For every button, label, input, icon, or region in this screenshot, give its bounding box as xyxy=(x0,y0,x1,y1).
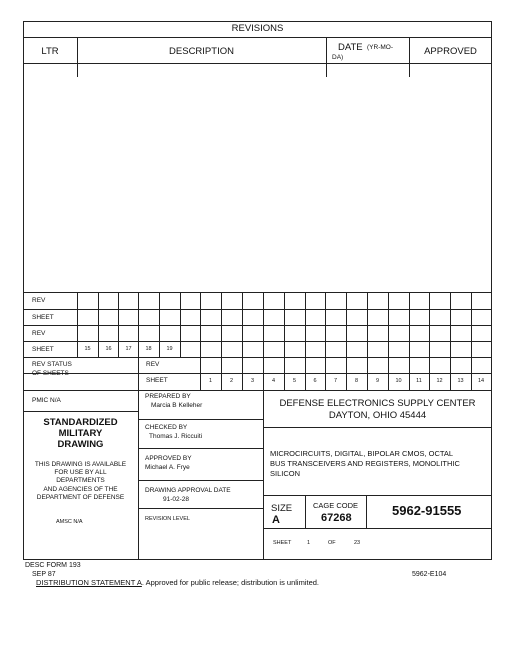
cage-code-label: CAGE CODE xyxy=(313,501,359,510)
grid-line xyxy=(23,373,492,374)
size-label: SIZE xyxy=(271,503,293,514)
size-value: A xyxy=(272,514,280,526)
grid-line xyxy=(242,357,243,390)
rule xyxy=(409,37,410,77)
grid-line xyxy=(367,357,368,390)
title-desc-1: MICROCIRCUITS, DIGITAL, BIPOLAR CMOS, OCTAL xyxy=(270,449,454,458)
rule xyxy=(77,37,78,77)
rule xyxy=(138,480,263,481)
grid-line xyxy=(346,357,347,390)
grid-line xyxy=(471,292,472,357)
sheet-number: 7 xyxy=(333,378,338,384)
grid-line xyxy=(23,341,492,342)
approval-date-label: DRAWING APPROVAL DATE xyxy=(145,487,231,494)
distribution-text: . Approved for public release; distribution is unlimited. xyxy=(141,578,320,587)
sheet-number-lower: 17 xyxy=(125,346,132,352)
col-ltr: LTR xyxy=(41,46,59,57)
grid-line xyxy=(23,357,492,358)
sheet-number: 2 xyxy=(229,378,234,384)
col-description: DESCRIPTION xyxy=(169,46,234,57)
grid-line xyxy=(242,292,243,357)
sheet-number: 3 xyxy=(250,378,255,384)
rule xyxy=(23,63,492,64)
rule xyxy=(138,390,139,559)
availability-4: AND AGENCIES OF THE xyxy=(43,486,118,493)
grid-line xyxy=(471,357,472,390)
sheet-number-lower: 15 xyxy=(84,346,91,352)
prepared-by-name: Marcia B Kelleher xyxy=(151,402,203,409)
of-label: OF xyxy=(328,540,336,546)
availability-1: THIS DRAWING IS AVAILABLE xyxy=(34,461,127,468)
col-date-format-2: DA) xyxy=(332,54,344,61)
rule xyxy=(305,495,306,528)
rule xyxy=(326,37,327,77)
grid-line xyxy=(200,357,201,390)
grid-line xyxy=(284,357,285,390)
approved-by-name: Michael A. Frye xyxy=(145,464,190,471)
checked-by-label: CHECKED BY xyxy=(145,424,188,431)
checked-by-name: Thomas J. Riccuiti xyxy=(149,433,203,440)
grid-line xyxy=(346,292,347,357)
sheet-number: 10 xyxy=(395,378,402,384)
grid-line xyxy=(263,357,264,390)
amsc-label: AMSC N/A xyxy=(56,519,83,525)
grid-line xyxy=(388,357,389,390)
row-rev: REV xyxy=(32,297,46,304)
grid-line xyxy=(263,292,264,357)
of-sheets-label: OF SHEETS xyxy=(32,370,69,377)
grid-line xyxy=(325,357,326,390)
sheet-number: 6 xyxy=(313,378,317,384)
rule xyxy=(23,411,138,412)
revision-level-label: REVISION LEVEL xyxy=(145,516,190,522)
sheet-number: 8 xyxy=(354,378,359,384)
grid-line xyxy=(221,357,222,390)
sheet-number: 1 xyxy=(208,378,213,384)
form-date: SEP 87 xyxy=(32,571,56,578)
distribution-label: DISTRIBUTION STATEMENT A xyxy=(36,578,142,587)
of-value: 23 xyxy=(354,540,361,546)
title-desc-3: SILICON xyxy=(270,469,301,478)
rule xyxy=(263,495,492,496)
rule xyxy=(138,508,263,509)
rule xyxy=(23,390,492,391)
grid-line xyxy=(429,357,430,390)
rule xyxy=(263,528,492,529)
sheet-number: 9 xyxy=(375,378,380,384)
prepared-by-label: PREPARED BY xyxy=(145,393,191,400)
grid-line xyxy=(409,292,410,357)
form-code: 5962-E104 xyxy=(412,571,447,578)
col-date: DATE xyxy=(338,42,363,53)
std-line-2: MILITARY xyxy=(58,428,103,439)
availability-5: DEPARTMENT OF DEFENSE xyxy=(36,494,125,501)
sheet-number-lower: 18 xyxy=(145,346,152,352)
agency-line-1: DEFENSE ELECTRONICS SUPPLY CENTER xyxy=(279,398,476,409)
rev-label: REV xyxy=(146,361,160,368)
frame-top xyxy=(23,21,492,22)
rule xyxy=(138,419,263,420)
grid-line xyxy=(305,292,306,357)
sheet-number: 4 xyxy=(271,378,276,384)
rule xyxy=(23,37,492,38)
pmic-label: PMIC N/A xyxy=(32,397,61,404)
rev-status-label: REV STATUS xyxy=(32,361,72,368)
col-date-format: (YR-MO- xyxy=(367,44,393,51)
rule xyxy=(263,427,492,428)
availability-2: FOR USE BY ALL xyxy=(54,469,107,476)
sheet-number-lower: 19 xyxy=(166,346,173,352)
revisions-title: REVISIONS xyxy=(231,23,284,34)
grid-line xyxy=(325,292,326,357)
cage-code-value: 67268 xyxy=(321,512,352,524)
approval-date-value: 91-02-28 xyxy=(163,496,190,503)
sheet-number: 13 xyxy=(457,378,464,384)
frame-right xyxy=(491,21,492,560)
grid-line xyxy=(221,292,222,357)
rule xyxy=(138,448,263,449)
frame-bottom xyxy=(23,559,492,560)
approved-by-label: APPROVED BY xyxy=(145,455,192,462)
sheet-number: 11 xyxy=(416,378,422,384)
availability-3: DEPARTMENTS xyxy=(56,477,105,484)
grid-line xyxy=(23,292,492,293)
form-number: DESC FORM 193 xyxy=(25,562,81,569)
row-sheet-2: SHEET xyxy=(32,346,54,353)
row-rev-2: REV xyxy=(32,330,46,337)
grid-line xyxy=(388,292,389,357)
title-desc-2: BUS TRANSCEIVERS AND REGISTERS, MONOLITHIC xyxy=(270,459,460,468)
sheet-label: SHEET xyxy=(146,377,168,384)
grid-line xyxy=(180,292,181,357)
grid-line xyxy=(450,292,451,357)
std-line-3: DRAWING xyxy=(57,439,104,450)
col-approved: APPROVED xyxy=(424,46,477,57)
agency-line-2: DAYTON, OHIO 45444 xyxy=(328,410,427,421)
sheet-label-title: SHEET xyxy=(273,540,292,546)
grid-line xyxy=(284,292,285,357)
grid-line xyxy=(23,325,492,326)
distribution-statement xyxy=(36,579,319,587)
sheet-number: 12 xyxy=(436,378,443,384)
grid-line xyxy=(429,292,430,357)
sheet-number: 14 xyxy=(477,378,485,384)
std-line-1: STANDARDIZED xyxy=(43,417,118,428)
rule xyxy=(366,495,367,528)
grid-line xyxy=(23,309,492,310)
grid-line xyxy=(200,292,201,357)
grid-line xyxy=(305,357,306,390)
grid-line xyxy=(450,357,451,390)
grid-line xyxy=(409,357,410,390)
sheet-number-lower: 16 xyxy=(105,346,112,352)
row-sheet: SHEET xyxy=(32,314,54,321)
grid-line xyxy=(138,357,139,390)
drawing-number: 5962-91555 xyxy=(392,503,462,518)
sheet-number: 5 xyxy=(292,378,297,384)
sheet-value: 1 xyxy=(307,540,311,546)
grid-line xyxy=(367,292,368,357)
